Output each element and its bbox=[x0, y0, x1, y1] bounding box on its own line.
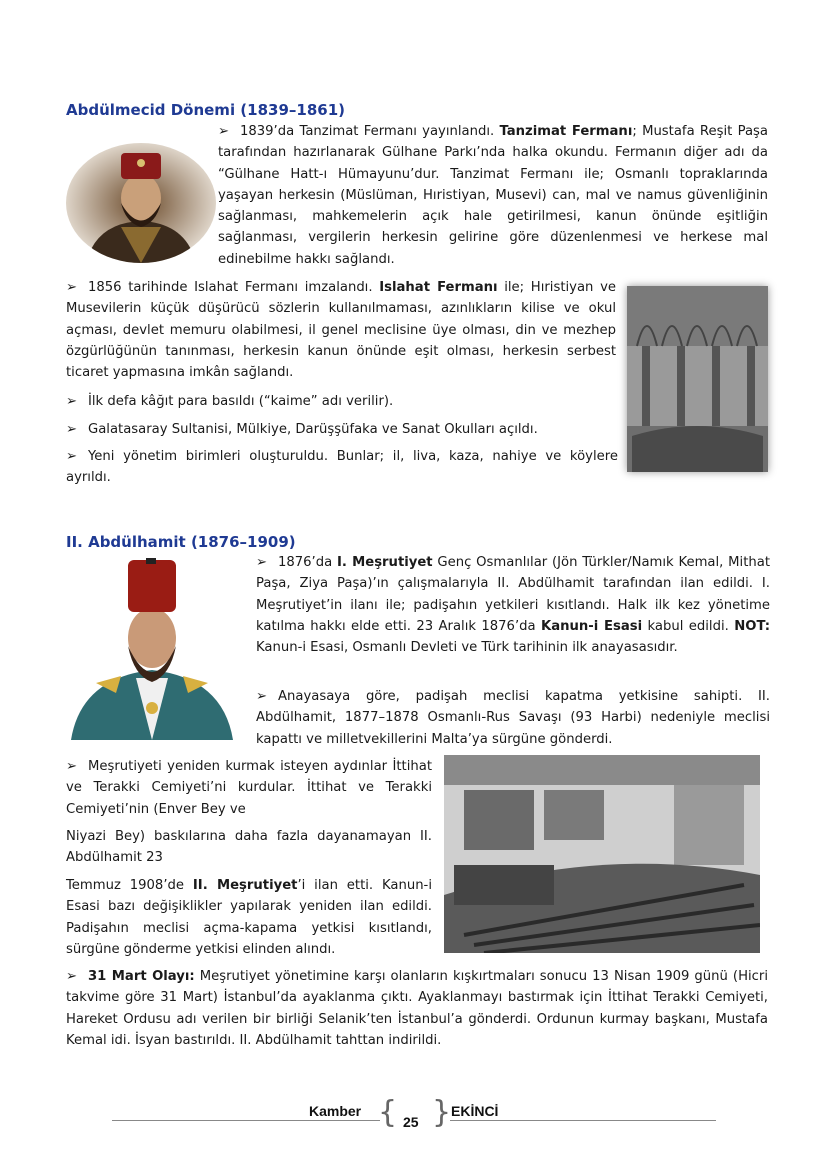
footer-author-first: Kamber bbox=[309, 1103, 362, 1119]
constitution-closure-paragraph: ➢ Anayasaya göre, padişah meclisi kapatma yetkisine sahipti. II. Abdülhamit, 1877–1878 Osmanlı-Rus Savaşı (93 Harbi) nedeniyle meclisi kapattı ve milletvekillerini Malta’ya sürgüne gönderdi. bbox=[256, 686, 770, 750]
administration-bullet: ➢ Yeni yönetim birimleri oluşturuldu. Bunlar; il, liva, kaza, nahiye ve köylere ayrıldı. bbox=[66, 446, 618, 489]
page-number: 25 bbox=[403, 1114, 419, 1130]
footer-rule-right bbox=[450, 1120, 716, 1121]
footer-rule-left bbox=[112, 1120, 380, 1121]
march-31-paragraph: ➢ 31 Mart Olayı: Meşrutiyet yönetimine karşı olanların kışkırtmaları sonucu 13 Nisan 1909 günü (Hicri takvime göre 31 Mart) İstanbul’da ayaklanma çıktı. Ayaklanmayı bastırmak için İttihat Terakki Cemiyeti, Hareket Ordusu adı verilen bir birliği Selanik’ten İstanbul’a gönderdi. Ordunun kurmay başkanı, Mustafa Kemal idi. İsyan bastırıldı. II. Abdülhamit tahttan indirildi. bbox=[66, 966, 768, 1051]
section-heading-abdulmecid: Abdülmecid Dönemi (1839–1861) bbox=[66, 101, 346, 119]
ittihat-paragraph-part2: Niyazi Bey) baskılarına daha fazla dayanamayan II. Abdülhamit 23 bbox=[66, 829, 432, 866]
left-brace-icon: { bbox=[378, 1095, 398, 1130]
parliament-engraving-image bbox=[444, 755, 760, 953]
arrow-bullet-icon: ➢ bbox=[66, 969, 78, 984]
arrow-bullet-icon: ➢ bbox=[66, 280, 78, 295]
abdulmecid-portrait bbox=[66, 143, 216, 263]
islahat-paragraph: ➢ 1856 tarihinde Islahat Fermanı imzalandı. Islahat Fermanı ile; Hıristiyan ve Musevilerin küçük düşürücü sözlerin kullanılmaması, azınlıkların kilise ve okul açması, devlet memuru olabilmesi, il genel meclisine üye olması, din ve mezhep özgürlüğünün tanınması, herkesin kanun önünde eşit olması, herkesin serbest ticaret yapmasına imkân sağlandı. bbox=[66, 277, 616, 383]
abdulhamit-portrait bbox=[66, 558, 238, 740]
arrow-bullet-icon: ➢ bbox=[218, 124, 230, 139]
arrow-bullet-icon: ➢ bbox=[66, 759, 78, 774]
schools-bullet: ➢ Galatasaray Sultanisi, Mülkiye, Darüşşüfaka ve Sanat Okulları açıldı. bbox=[66, 419, 616, 440]
ittihat-paragraph-part1: ➢ Meşrutiyeti yeniden kurmak isteyen aydınlar İttihat ve Terakki Cemiyeti’ni kurdular. İttihat ve Terakki Cemiyeti’nin (Enver Bey ve bbox=[66, 756, 432, 820]
arrow-bullet-icon: ➢ bbox=[66, 394, 78, 409]
section-heading-abdulhamit: II. Abdülhamit (1876–1909) bbox=[66, 533, 296, 551]
arrow-bullet-icon: ➢ bbox=[256, 689, 268, 704]
right-brace-icon: } bbox=[432, 1095, 452, 1130]
arrow-bullet-icon: ➢ bbox=[256, 555, 268, 570]
footer-author-last: EKİNCİ bbox=[451, 1103, 499, 1119]
first-constitution-paragraph: ➢ 1876’da I. Meşrutiyet Genç Osmanlılar (Jön Türkler/Namık Kemal, Mithat Paşa, Ziya Paşa)’ın çalışmalarıyla II. Abdülhamit tarafından ilan edildi. I. Meşrutiyet’in ilanı ile; padişahın yetkileri kısıtlandı. Halk ilk kez yönetime katılma hakkı elde etti. 23 Aralık 1876’da Kanun-i Esasi kabul edildi. NOT: Kanun-i Esasi, Osmanlı Devleti ve Türk tarihinin ilk anayasasıdır. bbox=[256, 552, 770, 658]
arrow-bullet-icon: ➢ bbox=[66, 422, 78, 437]
kaime-bullet: ➢ İlk defa kâğıt para basıldı (“kaime” adı verilir). bbox=[66, 391, 616, 412]
arrow-bullet-icon: ➢ bbox=[66, 449, 78, 464]
tanzimat-paragraph: ➢ 1839’da Tanzimat Fermanı yayınlandı. Tanzimat Fermanı; Mustafa Reşit Paşa tarafından hazırlanarak Gülhane Parkı’nda halka okundu. Fermanın diğer adı da “Gülhane Hatt-ı Hümayunu’dur. Tanzimat Fermanı ile; Osmanlı topraklarında yaşayan herkesin (Müslüman, Hıristiyan, Musevi) can, mal ve namus güvenliğinin sağlanması, mahkemelerin açık hale getirilmesi, kanun önünde eşitliğin sağlanması, vergilerin herkesin gelirine göre düzenlenmesi ve herkese mal edinebilme hakkı sağlandı. bbox=[218, 121, 768, 270]
ittihat-paragraph-part3: Temmuz 1908’de II. Meşrutiyet’i ilan etti. Kanun-i Esasi bazı değişiklikler yapılarak yeniden ilan edildi. Padişahın meclisi açma-kapama yetkisi kısıtlandı, sürgüne gönderme yetkisi elinden alındı. bbox=[66, 878, 432, 957]
islahat-engraving-image bbox=[627, 286, 768, 472]
